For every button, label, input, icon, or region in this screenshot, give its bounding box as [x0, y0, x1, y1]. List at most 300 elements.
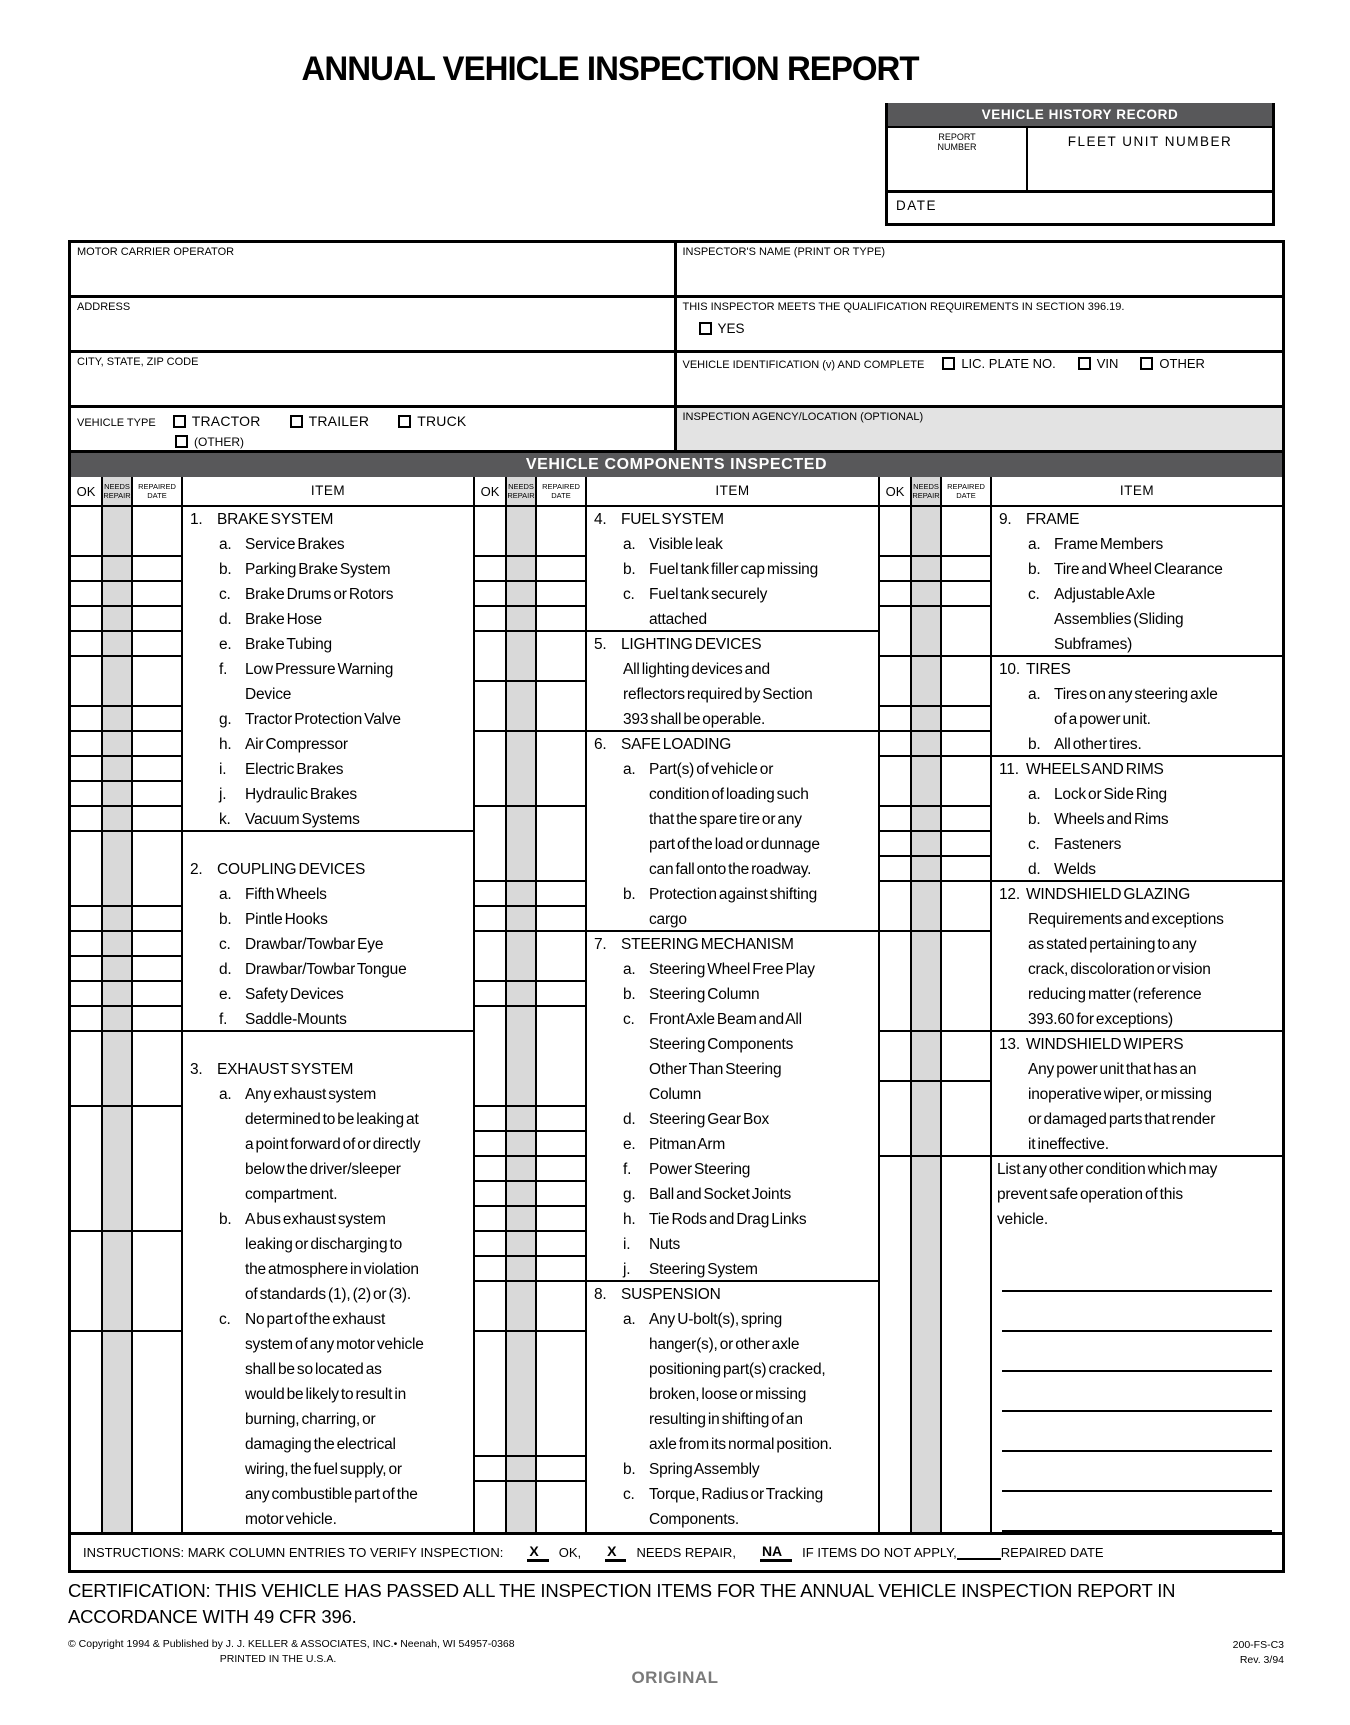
carrier-info-table	[68, 240, 1285, 466]
ok-cell[interactable]	[880, 607, 912, 657]
item-line: c. Fasteners	[1028, 836, 1122, 853]
component-row	[475, 1207, 878, 1232]
item-cell	[587, 1282, 878, 1332]
ok-cell[interactable]	[880, 1082, 912, 1157]
item-cell	[587, 732, 878, 807]
repaired-date-cell[interactable]	[133, 807, 183, 832]
needs-repair-column-header	[507, 477, 537, 505]
ok-cell[interactable]	[475, 882, 507, 907]
ok-cell[interactable]	[880, 1032, 912, 1082]
item-line: h. Tie Rods and Drag Links	[623, 1211, 807, 1228]
lic-plate-checkbox[interactable]	[942, 357, 955, 370]
component-row	[475, 907, 878, 932]
ok-cell[interactable]	[475, 1107, 507, 1132]
ok-cell[interactable]	[71, 807, 103, 832]
ok-cell[interactable]	[880, 857, 912, 882]
repaired-date-cell[interactable]	[537, 507, 587, 557]
item-cell	[587, 1457, 878, 1482]
repaired-date-cell[interactable]	[133, 1332, 183, 1532]
needs-repair-cell[interactable]	[103, 982, 133, 1007]
component-row	[475, 932, 878, 982]
item-line: d. Drawbar/Towbar Tongue	[219, 961, 407, 978]
component-row	[71, 982, 473, 1007]
ok-cell[interactable]	[71, 957, 103, 982]
ok-cell[interactable]	[880, 882, 912, 932]
needs-repair-cell[interactable]	[103, 507, 133, 557]
needs-repair-cell[interactable]	[103, 557, 133, 582]
item-cell	[587, 1332, 878, 1457]
needs-repair-cell[interactable]	[507, 932, 537, 982]
write-in-line[interactable]	[1002, 1452, 1272, 1492]
ok-cell[interactable]	[71, 982, 103, 1007]
city-state-zip-field[interactable]	[71, 353, 677, 405]
item-line: f. Power Steering	[623, 1161, 751, 1178]
item-line: c. No part of the exhaust	[219, 1311, 386, 1328]
ok-cell[interactable]	[71, 1007, 103, 1032]
needs-repair-cell[interactable]	[507, 632, 537, 682]
item-line: b. Parking Brake System	[219, 561, 391, 578]
repaired-date-cell[interactable]	[537, 682, 587, 732]
write-in-line[interactable]	[1002, 1492, 1272, 1532]
ok-cell[interactable]	[475, 1182, 507, 1207]
needs-repair-cell[interactable]	[103, 707, 133, 732]
repaired-date-cell[interactable]	[133, 1007, 183, 1032]
repaired-date-cell[interactable]	[133, 982, 183, 1007]
ok-cell[interactable]	[880, 1157, 912, 1532]
address-field[interactable]	[71, 298, 677, 350]
item-line: b. Wheels and Rims	[1028, 811, 1169, 828]
needs-repair-cell[interactable]	[507, 1457, 537, 1482]
needs-repair-cell[interactable]	[507, 1232, 537, 1257]
component-row	[475, 557, 878, 582]
item-line: would be likely to result in	[245, 1386, 407, 1403]
item-cell	[587, 982, 878, 1007]
needs-repair-cell[interactable]	[912, 932, 942, 1032]
needs-repair-cell[interactable]	[507, 1257, 537, 1282]
ok-cell[interactable]	[475, 607, 507, 632]
trailer-option[interactable]	[290, 413, 370, 429]
other-id-option[interactable]	[1140, 356, 1205, 371]
repaired-date-cell[interactable]	[942, 932, 992, 1032]
item-line: 8. SUSPENSION	[594, 1286, 721, 1303]
ok-cell[interactable]	[880, 832, 912, 857]
ok-cell[interactable]	[71, 782, 103, 807]
needs-repair-cell[interactable]	[912, 832, 942, 857]
item-line: j. Steering System	[623, 1261, 758, 1278]
ok-cell[interactable]	[71, 907, 103, 932]
needs-repair-cell[interactable]	[507, 1182, 537, 1207]
repaired-date-cell[interactable]	[942, 707, 992, 732]
item-column-header: ITEM	[310, 483, 346, 498]
needs-repair-cell[interactable]	[912, 1157, 942, 1532]
item-line: system of any motor vehicle	[245, 1336, 424, 1353]
repaired-date-cell[interactable]	[537, 1207, 587, 1232]
fleet-unit-number-field[interactable]	[1028, 153, 1272, 190]
needs-repair-cell[interactable]	[103, 832, 133, 907]
needs-repair-cell[interactable]	[507, 907, 537, 932]
needs-repair-cell[interactable]	[507, 882, 537, 907]
needs-repair-cell[interactable]	[103, 657, 133, 707]
motor-carrier-operator-field[interactable]	[71, 243, 677, 295]
ok-cell[interactable]	[880, 657, 912, 707]
report-number-field[interactable]	[888, 153, 1028, 190]
needs-repair-cell[interactable]	[507, 1132, 537, 1157]
ok-cell[interactable]	[71, 832, 103, 907]
needs-repair-cell[interactable]	[912, 882, 942, 932]
repaired-date-cell[interactable]	[537, 632, 587, 682]
truck-label: TRUCK	[417, 413, 467, 429]
repaired-date-cell[interactable]	[942, 1032, 992, 1082]
info-row-2	[71, 295, 1282, 350]
ok-cell[interactable]	[475, 1482, 507, 1532]
repaired-date-cell[interactable]	[133, 557, 183, 582]
ok-cell[interactable]	[475, 1332, 507, 1457]
ok-cell[interactable]	[475, 982, 507, 1007]
write-in-line[interactable]	[1002, 1252, 1272, 1292]
ok-cell[interactable]	[880, 732, 912, 757]
ok-cell[interactable]	[880, 557, 912, 582]
repaired-date-cell[interactable]	[537, 1107, 587, 1132]
date-field[interactable]	[888, 190, 1272, 223]
item-line: a. Any U-bolt(s), spring	[623, 1311, 783, 1328]
needs-repair-cell[interactable]	[912, 732, 942, 757]
ok-cell[interactable]	[475, 507, 507, 557]
ok-cell[interactable]	[880, 707, 912, 732]
needs-repair-cell[interactable]	[912, 657, 942, 707]
repaired-date-cell[interactable]	[133, 732, 183, 757]
needs-repair-cell[interactable]	[103, 582, 133, 607]
component-row	[880, 1032, 1282, 1082]
other-type-option[interactable]	[175, 435, 668, 449]
repaired-date-cell[interactable]	[133, 1032, 183, 1107]
needs-repair-cell[interactable]	[103, 1107, 133, 1232]
repaired-date-cell[interactable]	[537, 907, 587, 932]
repaired-date-cell[interactable]	[537, 1182, 587, 1207]
repaired-date-cell[interactable]	[133, 907, 183, 932]
ok-cell[interactable]	[475, 1457, 507, 1482]
needs-repair-cell[interactable]	[103, 607, 133, 632]
ok-cell[interactable]	[71, 732, 103, 757]
repaired-date-cell[interactable]	[942, 882, 992, 932]
ok-cell[interactable]	[71, 1107, 103, 1232]
item-cell	[992, 807, 1282, 832]
item-cell	[992, 557, 1282, 582]
other-type-checkbox[interactable]	[175, 435, 188, 448]
item-line: 4. FUEL SYSTEM	[594, 511, 724, 528]
needs-repair-cell[interactable]	[912, 1082, 942, 1157]
needs-repair-cell[interactable]	[103, 732, 133, 757]
date-label: DATE	[956, 490, 976, 500]
item-cell	[587, 1107, 878, 1132]
item-line: c. Fuel tank securely	[623, 586, 768, 603]
repaired-date-cell[interactable]	[133, 657, 183, 707]
item-line: All lighting devices and	[623, 661, 770, 678]
ok-cell[interactable]	[475, 682, 507, 732]
needs-repair-cell[interactable]	[103, 932, 133, 957]
ok-cell[interactable]	[71, 507, 103, 557]
needs-repair-cell[interactable]	[507, 1157, 537, 1182]
truck-option[interactable]	[398, 413, 466, 429]
repaired-date-cell[interactable]	[133, 757, 183, 782]
item-line	[183, 1032, 473, 1057]
needs-repair-cell[interactable]	[507, 507, 537, 557]
ok-cell[interactable]	[475, 1257, 507, 1282]
ok-cell[interactable]	[71, 657, 103, 707]
item-line: d. Steering Gear Box	[623, 1111, 770, 1128]
needs-repair-cell[interactable]	[103, 1332, 133, 1532]
repaired-date-cell[interactable]	[133, 957, 183, 982]
item-line: h. Air Compressor	[219, 736, 348, 753]
repaired-date-cell[interactable]	[537, 1282, 587, 1332]
item-line: d. Welds	[1028, 861, 1096, 878]
repaired-date-cell[interactable]	[537, 982, 587, 1007]
needs-repair-cell[interactable]	[507, 1482, 537, 1532]
needs-repair-cell[interactable]	[507, 1107, 537, 1132]
repaired-date-cell[interactable]	[133, 782, 183, 807]
repaired-date-cell[interactable]	[133, 1232, 183, 1332]
component-row	[880, 757, 1282, 807]
component-row	[475, 632, 878, 682]
ok-cell[interactable]	[475, 1157, 507, 1182]
repaired-date-cell[interactable]	[537, 1457, 587, 1482]
item-cell	[992, 582, 1282, 607]
item-cell	[183, 757, 473, 782]
tractor-label: TRACTOR	[191, 413, 261, 429]
item-line: a. Lock or Side Ring	[1028, 786, 1167, 803]
ok-cell[interactable]	[475, 1282, 507, 1332]
ok-cell[interactable]	[475, 582, 507, 607]
vin-checkbox[interactable]	[1078, 357, 1091, 370]
needs-repair-cell[interactable]	[103, 757, 133, 782]
repaired-date-cell[interactable]	[133, 932, 183, 957]
item-line: determined to be leaking at	[245, 1111, 419, 1128]
ok-cell[interactable]	[71, 1032, 103, 1107]
truck-checkbox[interactable]	[398, 415, 411, 428]
needs-repair-cell[interactable]	[507, 1207, 537, 1232]
repaired-date-cell[interactable]	[537, 1257, 587, 1282]
component-row	[475, 1332, 878, 1457]
repaired-date-cell[interactable]	[133, 1107, 183, 1232]
needs-repair-cell[interactable]	[507, 732, 537, 807]
repaired-date-cell[interactable]	[537, 1332, 587, 1457]
repaired-date-cell[interactable]	[537, 1157, 587, 1182]
ok-cell[interactable]	[71, 582, 103, 607]
yes-label: YES	[717, 321, 745, 336]
repaired-date-cell[interactable]	[537, 1007, 587, 1107]
item-cell	[183, 1032, 473, 1107]
needs-repair-cell[interactable]	[507, 1332, 537, 1457]
repaired-date-cell[interactable]	[942, 1157, 992, 1532]
item-cell	[183, 1107, 473, 1232]
ok-cell[interactable]	[880, 507, 912, 557]
ok-cell[interactable]	[475, 1007, 507, 1107]
item-cell	[183, 782, 473, 807]
needs-repair-cell[interactable]	[103, 782, 133, 807]
write-in-line[interactable]	[1002, 1292, 1272, 1332]
repaired-date-cell[interactable]	[537, 582, 587, 607]
ok-cell[interactable]	[880, 757, 912, 807]
repaired-date-blank[interactable]	[957, 1545, 1001, 1560]
repaired-date-cell[interactable]	[133, 607, 183, 632]
repaired-date-cell[interactable]	[133, 582, 183, 607]
item-line: i. Nuts	[623, 1236, 681, 1253]
printed-text: PRINTED IN THE U.S.A.	[219, 1653, 337, 1665]
info-row-1	[71, 243, 1282, 295]
needs-repair-cell[interactable]	[912, 757, 942, 807]
item-line: of standards (1), (2) or (3).	[245, 1286, 411, 1303]
motor-carrier-operator-label: MOTOR CARRIER OPERATOR	[77, 246, 235, 258]
tractor-option[interactable]	[173, 413, 261, 429]
repaired-date-cell[interactable]	[942, 807, 992, 832]
write-in-line[interactable]	[1002, 1412, 1272, 1452]
component-row	[71, 1232, 473, 1332]
item-line: i. Electric Brakes	[219, 761, 344, 778]
write-in-line[interactable]	[1002, 1372, 1272, 1412]
inspector-name-field[interactable]	[677, 243, 1283, 295]
needs-repair-cell[interactable]	[507, 582, 537, 607]
needs-repair-cell[interactable]	[912, 607, 942, 657]
item-line: condition of loading such	[649, 786, 809, 803]
needs-repair-cell[interactable]	[912, 582, 942, 607]
repaired-date-cell[interactable]	[133, 707, 183, 732]
needs-repair-cell[interactable]	[912, 707, 942, 732]
needs-repair-cell[interactable]	[103, 1007, 133, 1032]
other-id-checkbox[interactable]	[1140, 357, 1153, 370]
item-cell	[183, 907, 473, 932]
needs-repair-cell[interactable]	[507, 807, 537, 882]
needs-repair-cell[interactable]	[103, 1032, 133, 1107]
needs-repair-cell[interactable]	[912, 507, 942, 557]
ok-cell[interactable]	[71, 707, 103, 732]
repaired-date-cell[interactable]	[942, 607, 992, 657]
lic-plate-label: LIC. PLATE NO.	[961, 356, 1056, 371]
repaired-date-cell[interactable]	[133, 507, 183, 557]
needs-repair-cell[interactable]	[912, 557, 942, 582]
needs-repair-cell[interactable]	[912, 857, 942, 882]
needs-repair-cell[interactable]	[103, 632, 133, 657]
needs-repair-cell[interactable]	[507, 557, 537, 582]
item-line: as stated pertaining to any	[1028, 936, 1197, 953]
repaired-date-cell[interactable]	[537, 732, 587, 807]
ok-cell[interactable]	[71, 557, 103, 582]
item-cell	[992, 1157, 1282, 1532]
repaired-date-cell[interactable]	[133, 832, 183, 907]
needs-repair-cell[interactable]	[103, 1232, 133, 1332]
component-row	[880, 657, 1282, 707]
lic-plate-option[interactable]	[942, 356, 1055, 371]
repaired-date-cell[interactable]	[537, 607, 587, 632]
ok-cell[interactable]	[880, 932, 912, 1032]
repaired-date-cell[interactable]	[942, 857, 992, 882]
item-cell	[992, 1082, 1282, 1157]
needs-repair-cell[interactable]	[507, 607, 537, 632]
needs-repair-cell[interactable]	[912, 807, 942, 832]
component-row	[71, 707, 473, 732]
repaired-date-cell[interactable]	[537, 882, 587, 907]
ok-cell[interactable]	[475, 732, 507, 807]
item-cell	[992, 707, 1282, 732]
item-cell	[992, 507, 1282, 557]
repaired-date-cell[interactable]	[942, 507, 992, 557]
needs-repair-cell[interactable]	[103, 907, 133, 932]
ok-cell[interactable]	[71, 607, 103, 632]
item-line: c. Torque, Radius or Tracking	[623, 1486, 824, 1503]
repaired-date-cell[interactable]	[537, 1482, 587, 1532]
component-row	[475, 1457, 878, 1482]
repaired-date-cell[interactable]	[537, 1232, 587, 1257]
ok-cell[interactable]	[71, 1232, 103, 1332]
ok-cell[interactable]	[475, 1132, 507, 1157]
needs-repair-cell[interactable]	[507, 982, 537, 1007]
yes-option[interactable]	[699, 321, 1277, 336]
component-row	[475, 807, 878, 882]
write-in-line[interactable]	[1002, 1332, 1272, 1372]
repaired-date-cell[interactable]	[942, 582, 992, 607]
repaired-date-cell[interactable]	[942, 1082, 992, 1157]
ok-cell[interactable]	[475, 557, 507, 582]
repaired-date-cell[interactable]	[537, 932, 587, 982]
repaired-date-cell[interactable]	[942, 557, 992, 582]
repaired-date-cell[interactable]	[942, 657, 992, 707]
component-row	[880, 1157, 1282, 1532]
needs-repair-cell[interactable]	[103, 807, 133, 832]
group-rows	[475, 507, 878, 1532]
item-line: a. Fifth Wheels	[219, 886, 327, 903]
repaired-date-cell[interactable]	[537, 807, 587, 882]
yes-checkbox[interactable]	[699, 322, 712, 335]
repaired-date-cell[interactable]	[942, 732, 992, 757]
item-line: attached	[649, 611, 707, 628]
ok-cell[interactable]	[475, 632, 507, 682]
ok-cell[interactable]	[475, 1232, 507, 1257]
ok-cell[interactable]	[880, 807, 912, 832]
ok-cell[interactable]	[71, 757, 103, 782]
item-column-header: ITEM	[1119, 483, 1155, 498]
item-cell	[992, 607, 1282, 657]
component-row	[880, 507, 1282, 557]
item-line: g. Ball and Socket Joints	[623, 1186, 792, 1203]
ok-cell[interactable]	[71, 1332, 103, 1532]
needs-repair-cell[interactable]	[103, 957, 133, 982]
ok-cell[interactable]	[71, 632, 103, 657]
vehicle-history-record-header: VEHICLE HISTORY RECORD	[888, 103, 1272, 126]
ok-cell[interactable]	[475, 807, 507, 882]
item-line: b. All other tires.	[1028, 736, 1142, 753]
needs-repair-cell[interactable]	[912, 1032, 942, 1082]
repaired-date-cell[interactable]	[942, 757, 992, 807]
ok-cell[interactable]	[475, 907, 507, 932]
vin-option[interactable]	[1078, 356, 1119, 371]
repaired-date-cell[interactable]	[537, 557, 587, 582]
needs-repair-cell[interactable]	[507, 1282, 537, 1332]
component-group-1	[71, 477, 473, 1532]
ok-cell[interactable]	[475, 932, 507, 982]
needs-label: NEEDS	[508, 482, 534, 491]
needs-repair-cell[interactable]	[507, 682, 537, 732]
repaired-date-cell[interactable]	[537, 1132, 587, 1157]
item-cell	[587, 1007, 878, 1107]
ok-cell[interactable]	[475, 1207, 507, 1232]
component-row	[880, 732, 1282, 757]
tractor-checkbox[interactable]	[173, 415, 186, 428]
ok-cell[interactable]	[71, 932, 103, 957]
trailer-checkbox[interactable]	[290, 415, 303, 428]
ok-cell[interactable]	[880, 582, 912, 607]
repaired-date-cell[interactable]	[133, 632, 183, 657]
needs-repair-cell[interactable]	[507, 1007, 537, 1107]
item-line: 12. WINDSHIELD GLAZING	[999, 886, 1191, 903]
repaired-date-cell[interactable]	[942, 832, 992, 857]
